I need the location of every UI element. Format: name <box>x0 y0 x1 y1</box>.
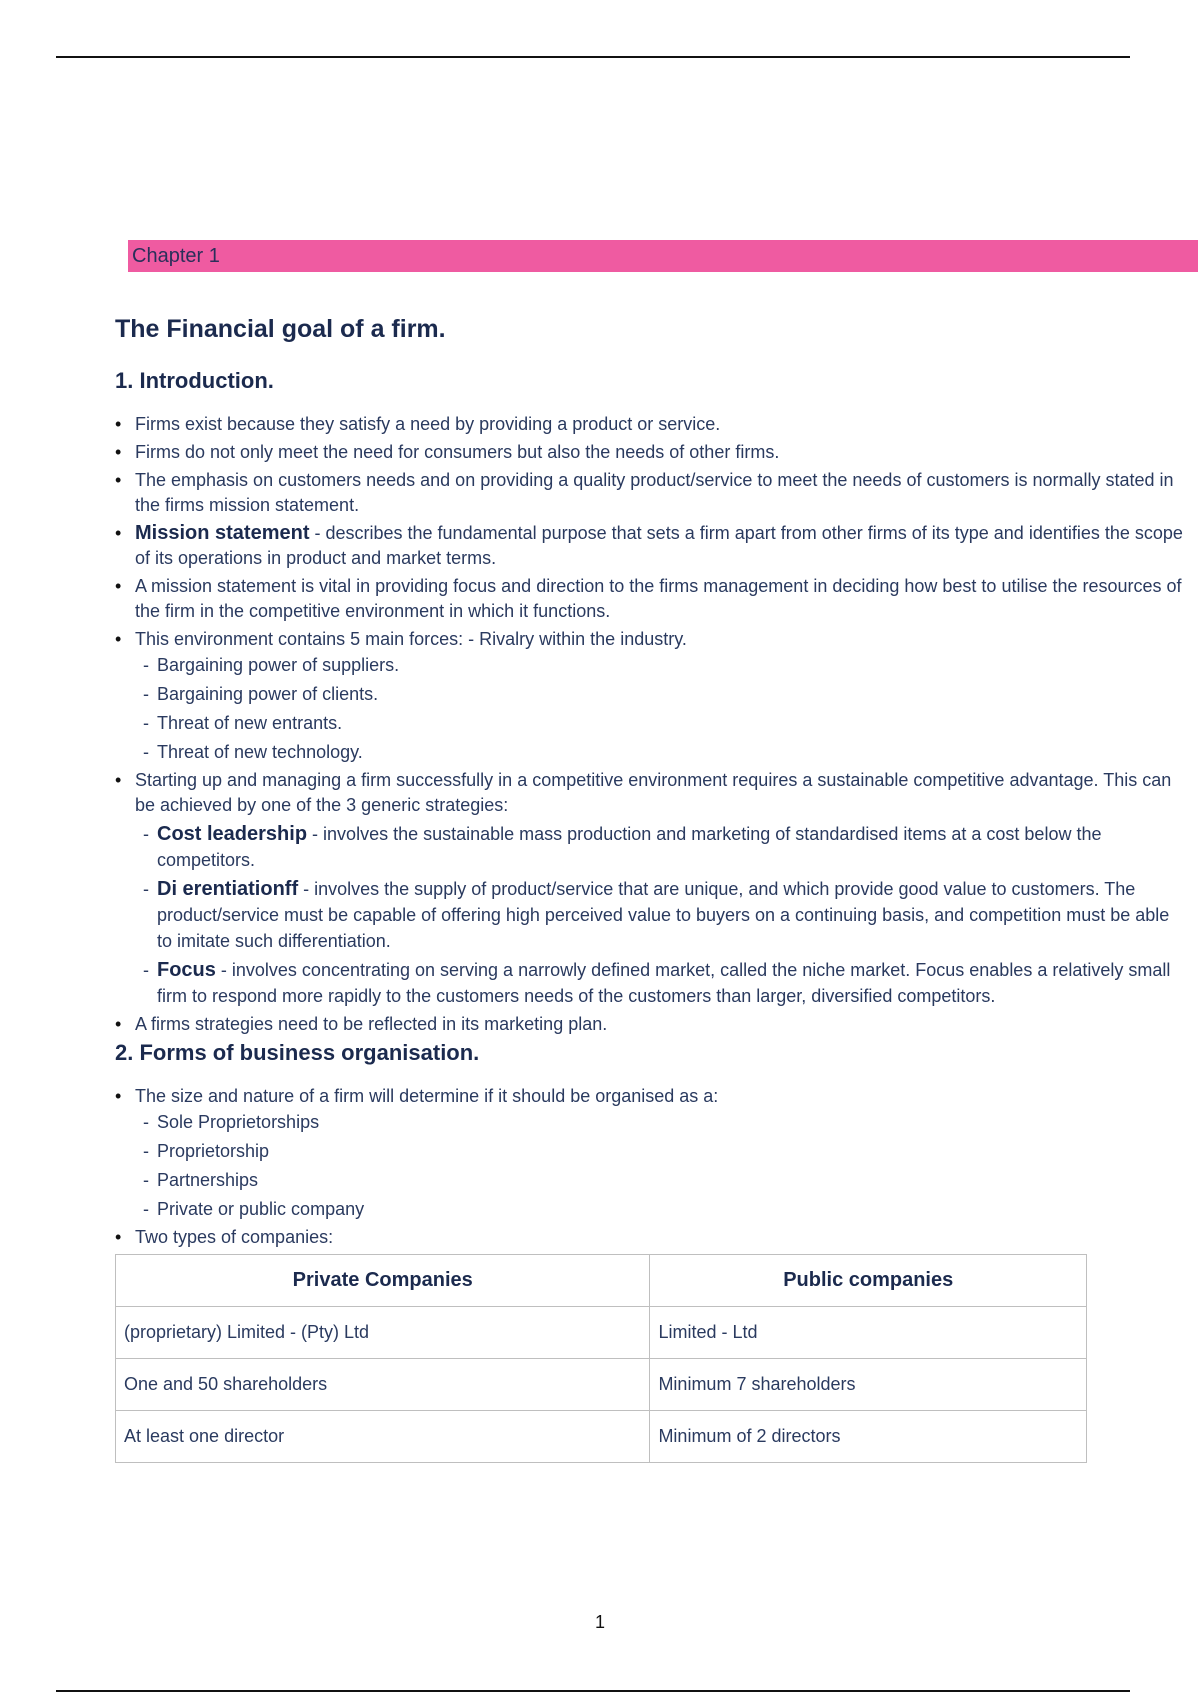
bottom-rule <box>56 1690 1130 1692</box>
definition-text: - involves concentrating on serving a narrowly defined market, called the niche market. Focus enables a relatively small firm to respond more rapidly to the customers needs of the customers than larger, diversified competitors. <box>157 960 1171 1006</box>
list-item: • A firms strategies need to be reflected in its marketing plan. <box>115 1012 1185 1037</box>
types-intro-list <box>115 1225 1185 1250</box>
forces-list <box>115 652 1185 765</box>
list-item: • Firms do not only meet the need for consumers but also the needs of other firms. <box>115 440 1185 465</box>
term-focus: Focus <box>157 959 216 981</box>
definition-text: - involves the sustainable mass production and marketing of standardised items at a cost below the competitors. <box>157 824 1102 870</box>
table-cell: At least one director <box>116 1411 650 1463</box>
chapter-label: Chapter 1 <box>128 240 1198 272</box>
table-cell: One and 50 shareholders <box>116 1359 650 1411</box>
introduction-list <box>115 412 1185 652</box>
term-mission-statement: Mission statement <box>135 522 310 544</box>
table-row <box>116 1359 1087 1411</box>
section-heading-introduction: 1. Introduction. <box>115 368 274 393</box>
table-cell: Minimum of 2 directors <box>650 1411 1087 1463</box>
definition-text: - describes the fundamental purpose that sets a firm apart from other firms of its type and identifies the scope of its operations in product and market terms. <box>135 523 1183 568</box>
list-item: • Firms exist because they satisfy a need by providing a product or service. <box>115 412 1185 437</box>
company-types-table <box>115 1254 1087 1463</box>
table-header-row <box>116 1255 1087 1307</box>
sub-list-item: - Sole Proprietorships <box>115 1109 1185 1135</box>
column-header-public: Public companies <box>650 1255 1087 1307</box>
sub-list-item: - Partnerships <box>115 1167 1185 1193</box>
forces-intro: This environment contains 5 main forces: - Rivalry within the industry. <box>135 629 687 649</box>
table-cell: (proprietary) Limited - (Pty) Ltd <box>116 1307 650 1359</box>
list-item: • Two types of companies: <box>115 1225 1185 1250</box>
list-item: • Starting up and managing a firm successfully in a competitive environment requires a sustainable competitive advantage. This can be achieved by one of the 3 generic strategies: <box>115 768 1185 818</box>
sub-list-item: - Threat of new technology. <box>115 739 1185 765</box>
forms-intro-list <box>115 1084 1185 1109</box>
list-item-mission-statement <box>115 521 1185 571</box>
table-cell: Minimum 7 shareholders <box>650 1359 1087 1411</box>
page-content <box>115 315 1185 1463</box>
table-cell: Limited - Ltd <box>650 1307 1087 1359</box>
list-item: • A mission statement is vital in providing focus and direction to the firms management in deciding how best to utilise the resources of the firm in the competitive environment in which it functions. <box>115 574 1185 624</box>
strategy-cost-leadership <box>115 821 1185 873</box>
column-header-private: Private Companies <box>116 1255 650 1307</box>
strategies-list <box>115 821 1185 1009</box>
strategies-intro-list <box>115 768 1185 818</box>
strategy-differentiation <box>115 876 1185 954</box>
sub-list-item: - Bargaining power of clients. <box>115 681 1185 707</box>
term-differentiation: Di erentiationff <box>157 878 299 900</box>
page-title: The Financial goal of a firm. <box>115 315 446 343</box>
sub-list-item: - Bargaining power of suppliers. <box>115 652 1185 678</box>
list-item: • The size and nature of a firm will determine if it should be organised as a: <box>115 1084 1185 1109</box>
list-item-forces <box>115 627 1185 652</box>
sub-list-item: - Private or public company <box>115 1196 1185 1222</box>
sub-list-item: - Proprietorship <box>115 1138 1185 1164</box>
top-rule <box>56 56 1130 58</box>
list-item: • The emphasis on customers needs and on providing a quality product/service to meet the needs of customers is normally stated in the firms mission statement. <box>115 468 1185 518</box>
definition-text: - involves the supply of product/service that are unique, and which provide good value to customers. The product/service must be capable of offering high perceived value to buyers on a continuing basis, and competition must be able to imitate such differentiation. <box>157 879 1170 951</box>
sub-list-item: - Threat of new entrants. <box>115 710 1185 736</box>
strategy-focus <box>115 957 1185 1009</box>
term-cost-leadership: Cost leadership <box>157 823 308 845</box>
section-heading-forms: 2. Forms of business organisation. <box>115 1040 480 1065</box>
table-row <box>116 1411 1087 1463</box>
table-row <box>116 1307 1087 1359</box>
closing-list <box>115 1012 1185 1037</box>
page-number: 1 <box>594 1612 605 1632</box>
forms-list <box>115 1109 1185 1222</box>
